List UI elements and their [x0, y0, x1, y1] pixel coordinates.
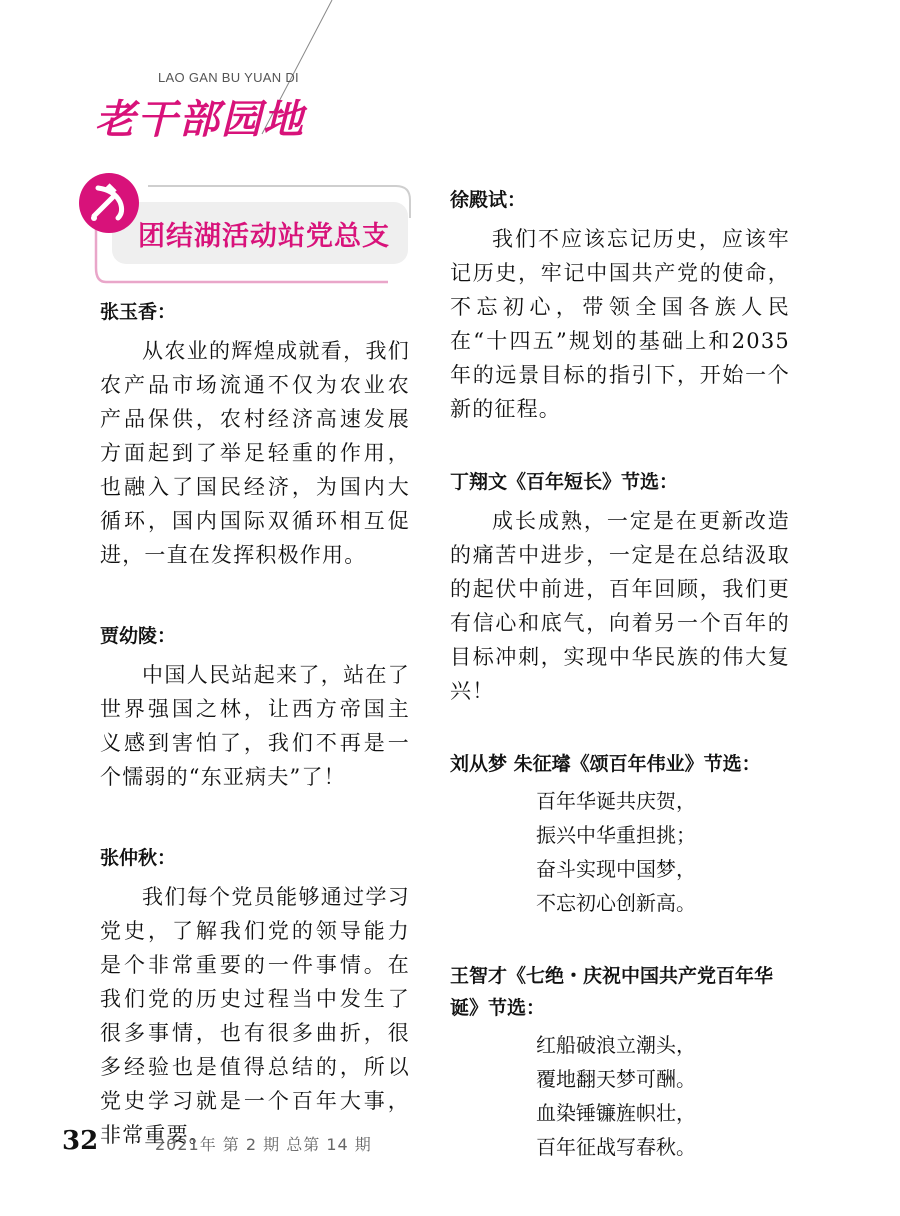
poem-line: 不忘初心创新高。 [536, 891, 696, 915]
header-title: 老干部园地 [95, 96, 305, 143]
party-emblem-icon [78, 172, 140, 234]
entry-paragraph: 我们不应该忘记历史，应该牢记历史，牢记中国共产党的使命，不忘初心，带领全国各族人民在“十四五”规划的基础上和2035年的远景目标的指引下，开始一个新的征程。 [450, 227, 790, 421]
entry-heading: 王智才《七绝・庆祝中国共产党百年华诞》节选： [450, 965, 774, 1019]
entry-paragraph: 从农业的辉煌成就看，我们农产品市场流通不仅为农业农产品保供，农村经济高速发展方面起到了举足轻重的作用，也融入了国民经济，为国内大循环，国内国际双循环相互促进，一直在发挥积极作用。 [100, 339, 410, 567]
entry-jia-youling [100, 620, 410, 794]
entry-heading: 贾幼陵： [100, 625, 177, 647]
entry-zhang-zhongqiu [100, 842, 410, 1152]
entry-xu-dianshi [450, 184, 790, 426]
poem-line: 百年征战写春秋。 [536, 1135, 696, 1159]
left-column [100, 296, 410, 1152]
entry-paragraph: 我们每个党员能够通过学习党史，了解我们党的领导能力是个非常重要的一件事情。在我们党的历史过程当中发生了很多事情，也有很多曲折，很多经验也是值得总结的，所以党史学习就是一个百年大事，非常重要。 [100, 885, 410, 1147]
poem-line: 奋斗实现中国梦， [536, 857, 696, 881]
right-column [450, 184, 790, 1164]
entry-zhang-yuxiang [100, 296, 410, 572]
entry-paragraph: 成长成熟，一定是在更新改造的痛苦中进步，一定是在总结汲取的起伏中前进，百年回顾，我们更有信心和底气，向着另一个百年的目标冲刺，实现中华民族的伟大复兴！ [450, 509, 790, 703]
entry-paragraph: 中国人民站起来了，站在了世界强国之林，让西方帝国主义感到害怕了，我们不再是一个懦弱的“东亚病夫”了！ [100, 663, 410, 789]
poem-line: 百年华诞共庆贺， [536, 789, 696, 813]
poem-line: 振兴中华重担挑； [536, 823, 696, 847]
poem-line: 血染锤镰旌帜壮， [536, 1101, 696, 1125]
entry-heading: 丁翔文《百年短长》节选： [450, 471, 679, 493]
entry-heading: 徐殿试： [450, 189, 527, 211]
poem-line: 红船破浪立潮头， [536, 1033, 696, 1057]
entry-liu-zhu-poem [450, 748, 790, 920]
banner-title: 团结湖活动站党总支 [138, 221, 390, 252]
issue-info: 2021年 第 2 期 总第 14 期 [155, 1135, 372, 1154]
entry-heading: 刘从梦 朱征璿《颂百年伟业》节选： [450, 753, 761, 775]
entry-heading: 张仲秋： [100, 847, 177, 869]
entry-wang-zhicai-poem [450, 960, 790, 1164]
entry-heading: 张玉香： [100, 301, 177, 323]
poem-line: 覆地翻天梦可酬。 [536, 1067, 696, 1091]
entry-ding-xiangwen [450, 466, 790, 708]
header-pinyin: LAO GAN BU YUAN DI [158, 70, 299, 85]
page-number: 32 [62, 1126, 99, 1156]
